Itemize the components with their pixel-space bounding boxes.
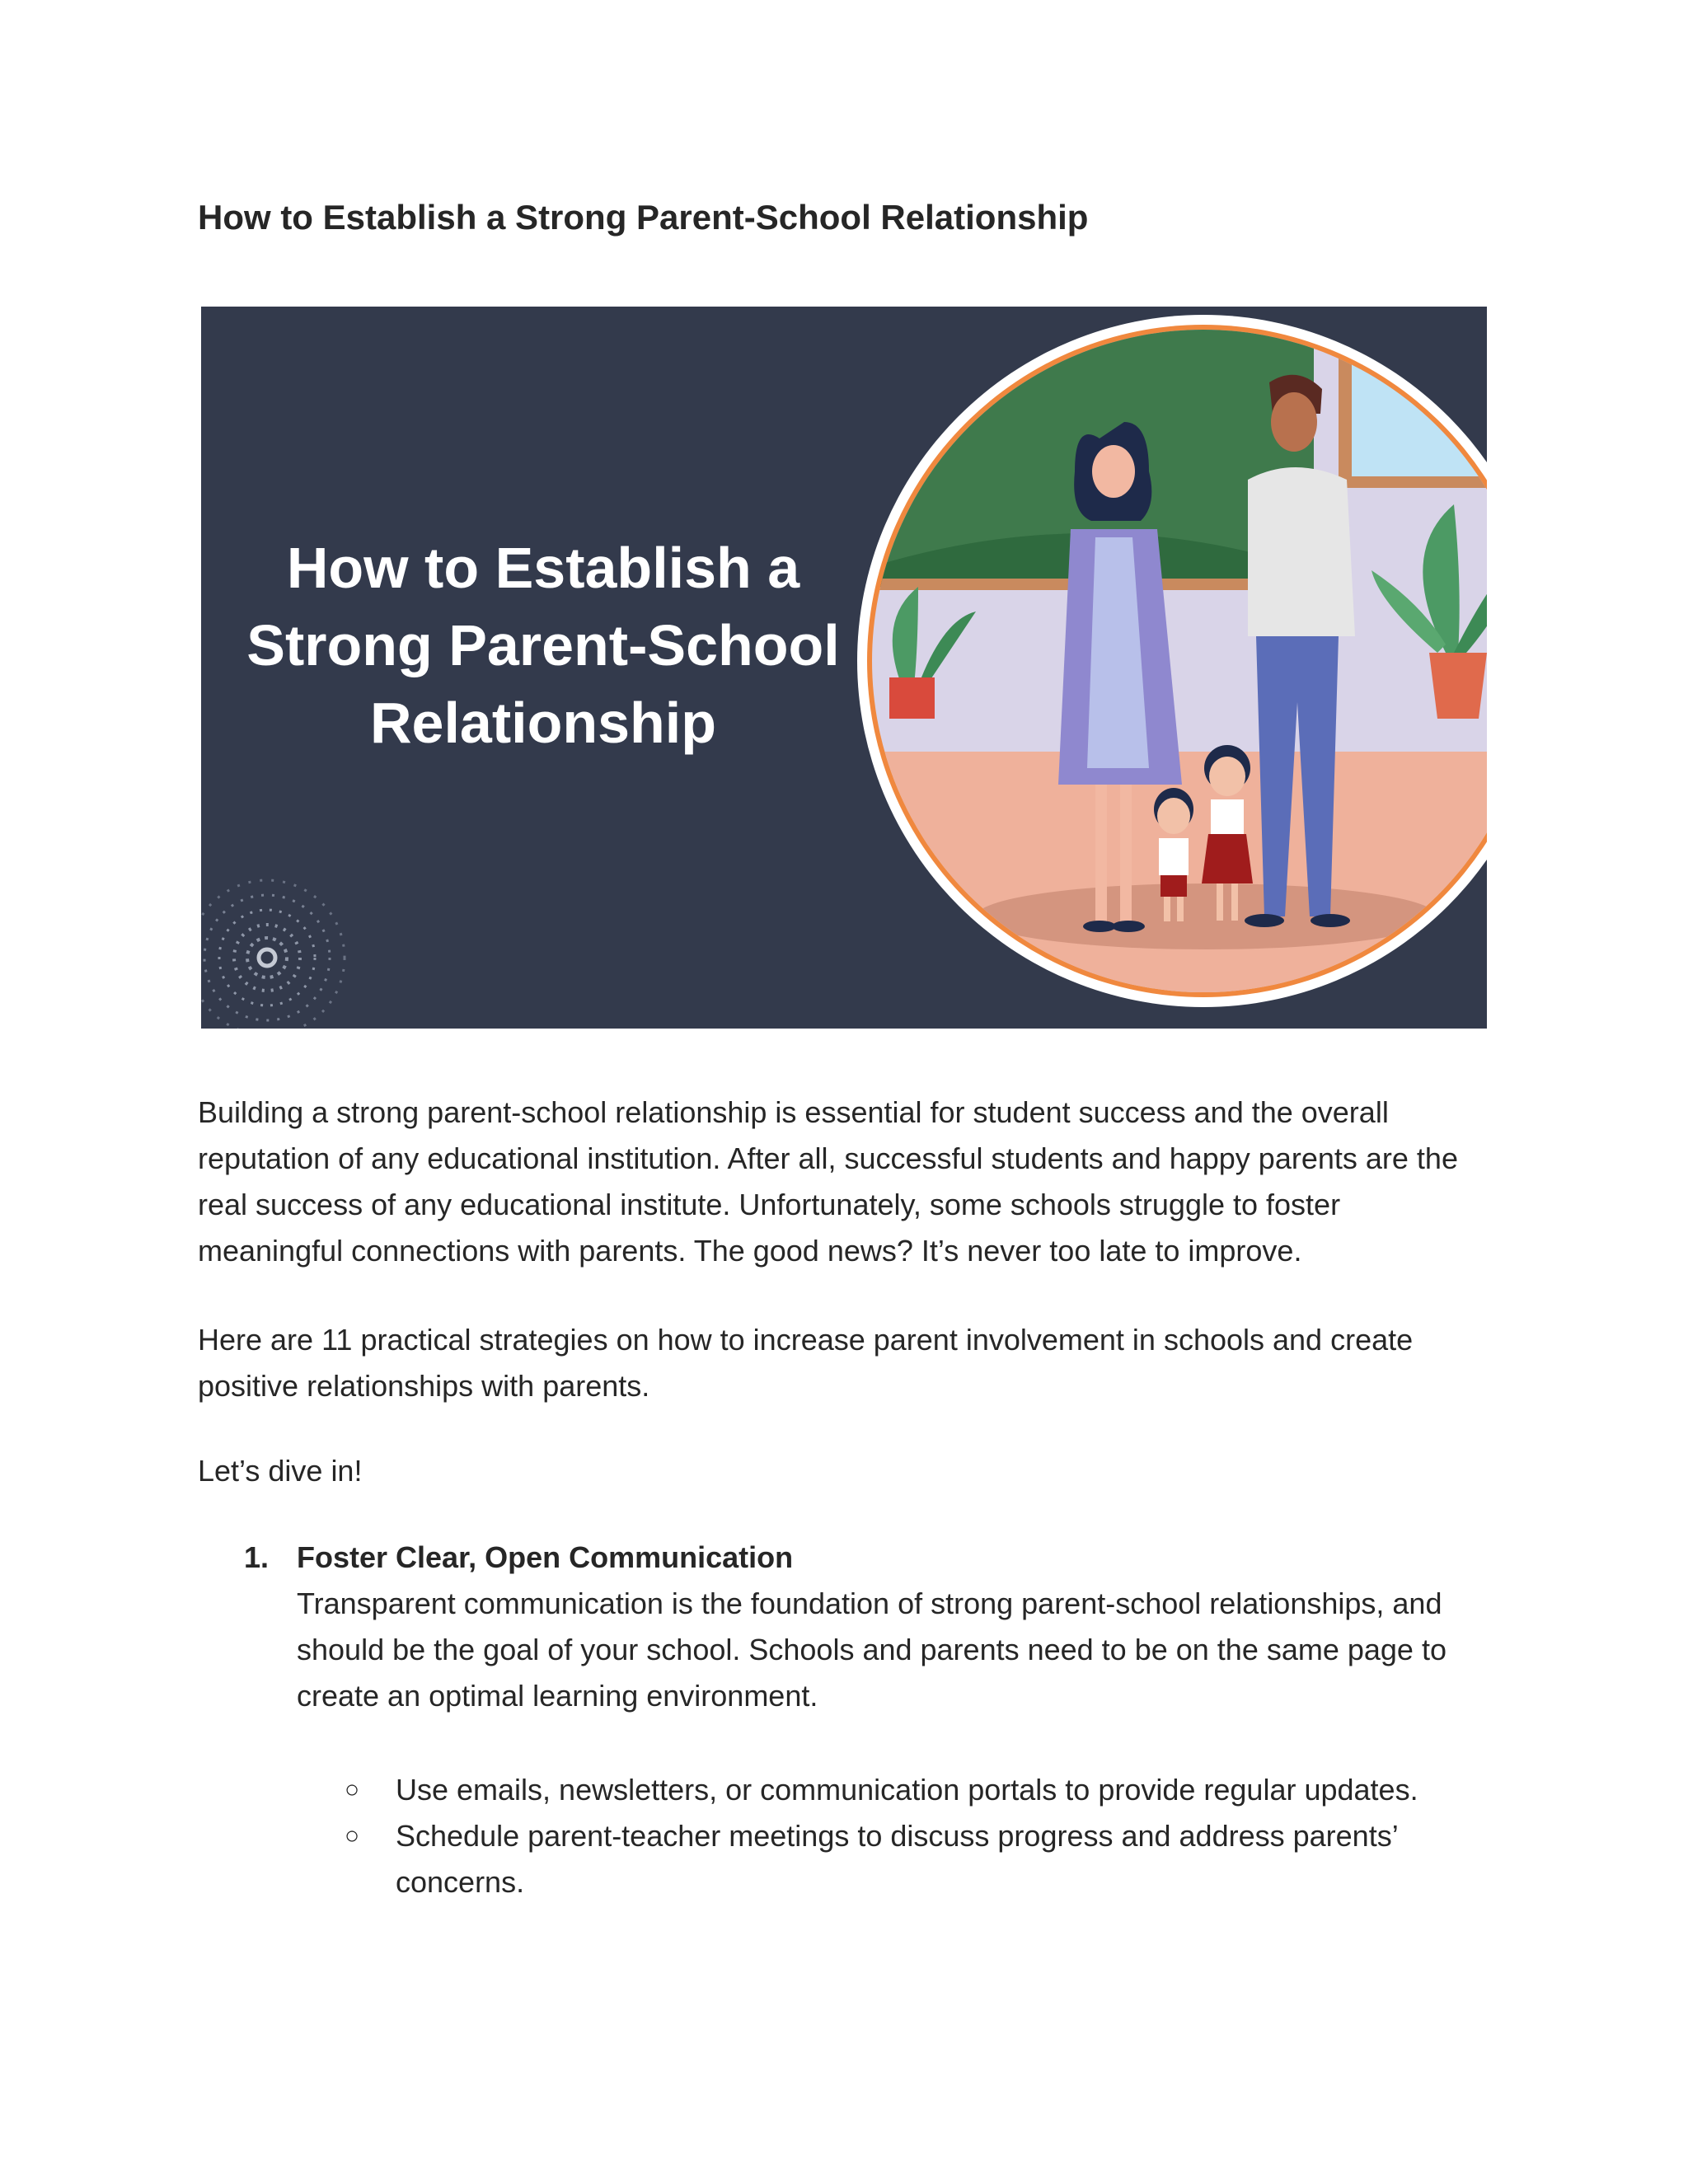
family-scene: [860, 307, 1487, 1029]
intro-paragraph: Building a strong parent-school relationship is essential for student success and the overall reputation of any educational institution. After all, successful students and happy parents are the real success of any educational institute. Unfortunately, some schools struggle to foster meaningful connections with parents. The good news? It’s never too late to improve.: [198, 1095, 1458, 1268]
strategies-paragraph: Here are 11 practical strategies on how to increase parent involvement in schools and create positive relationships with parents.: [198, 1323, 1414, 1403]
circle-bullet-icon: ○: [345, 1776, 360, 1803]
document-title: How to Establish a Strong Parent-School Relationship: [198, 198, 1089, 237]
circle-bullet-icon: ○: [345, 1822, 360, 1849]
hero-image: [201, 307, 1487, 1029]
hero-title: How to Establish a Strong Parent-School Relationship: [246, 536, 840, 755]
strategy-heading: Foster Clear, Open Communication: [297, 1540, 794, 1574]
bullet-text: Use emails, newsletters, or communication portals to provide regular updates.: [396, 1773, 1418, 1807]
bullet-list: [198, 1767, 1492, 1905]
dive-in-paragraph: Let’s dive in!: [198, 1454, 363, 1488]
strategy-description: Transparent communication is the foundation of strong parent-school relationships, and should be the goal of your school. Schools and parents need to be on the same page to create an optimal learning environment.: [297, 1586, 1447, 1713]
dotted-circle-decoration: [201, 880, 345, 1029]
strategy-number: 1.: [244, 1540, 270, 1574]
bullet-text: Schedule parent-teacher meetings to discuss progress and address parents’ concerns.: [396, 1819, 1398, 1899]
list-item: [198, 1767, 1467, 1813]
list-item: [198, 1813, 1467, 1905]
